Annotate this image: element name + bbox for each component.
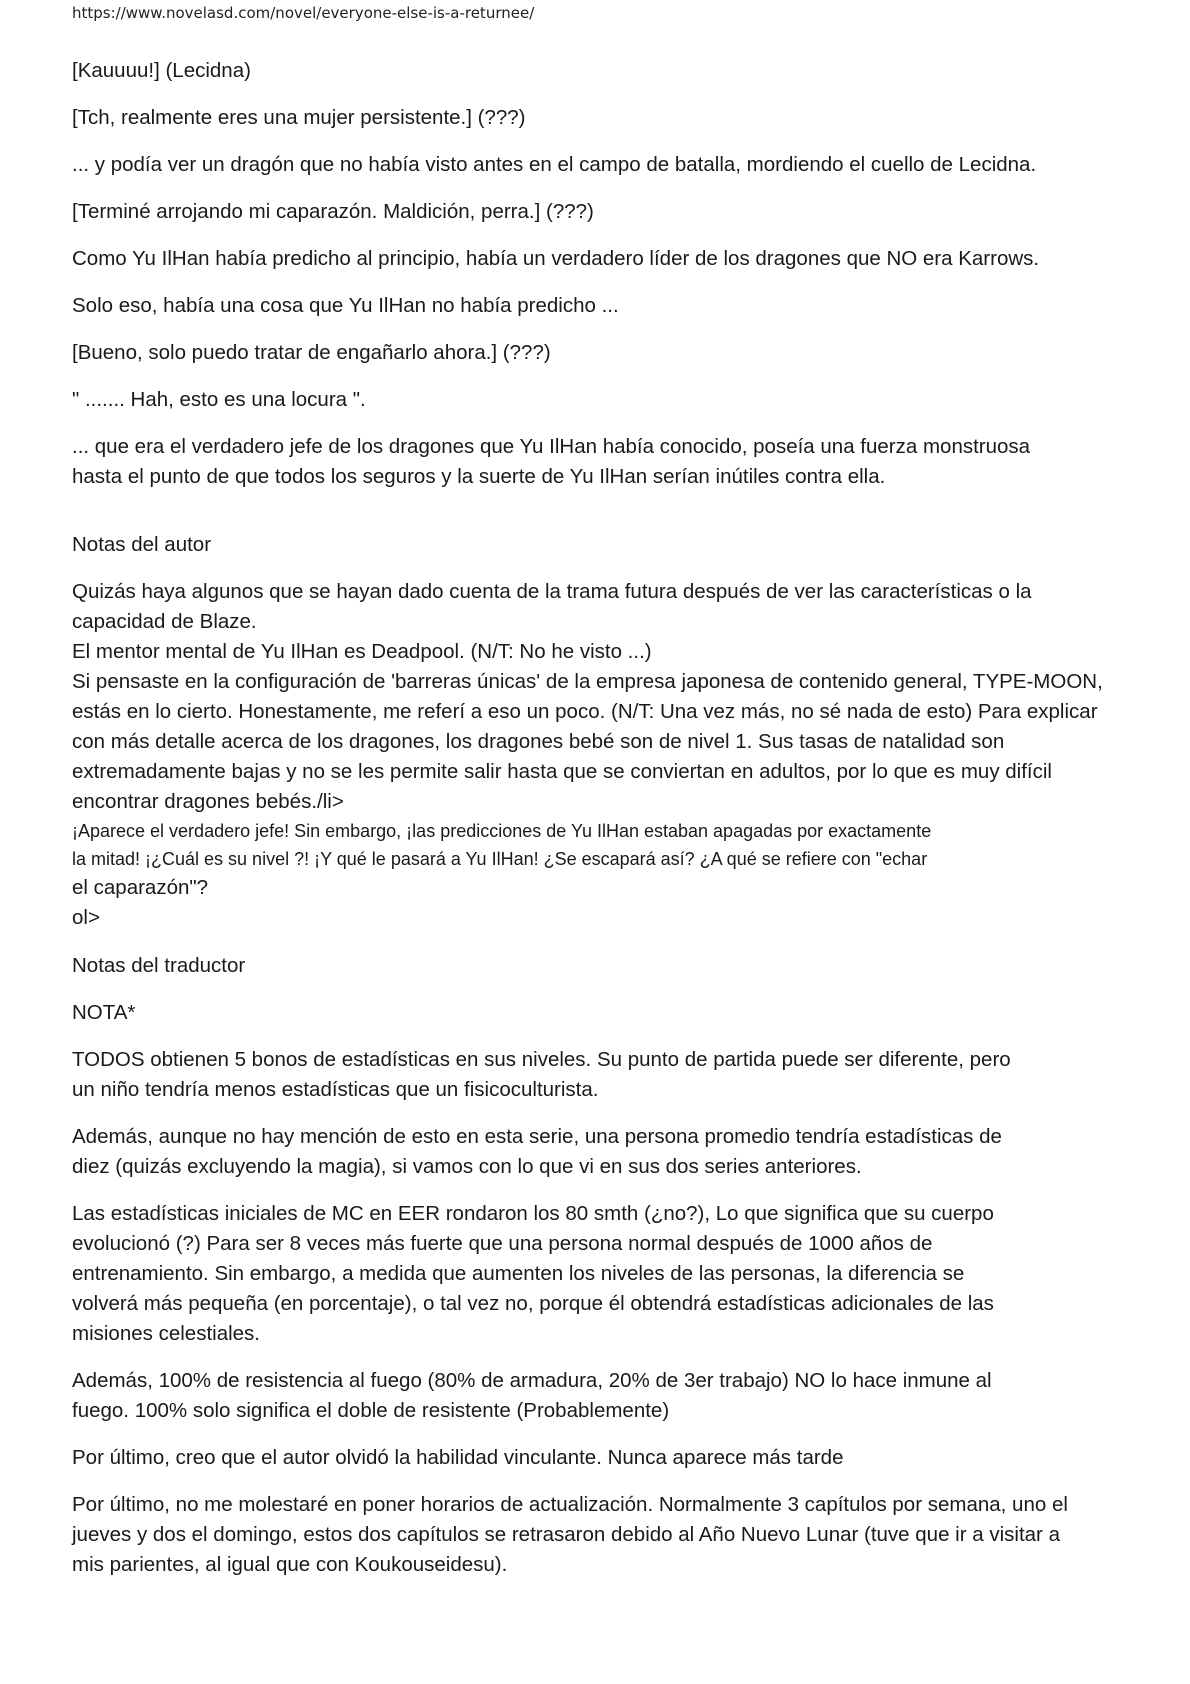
translator-paragraph: TODOS obtienen 5 bonos de estadísticas en sus niveles. Su punto de partida puede ser diferente, pero un niño tendría menos estadísticas que un fisicoculturista. bbox=[72, 1048, 1011, 1101]
author-note-line: Si pensaste en la configuración de 'barreras únicas' de la empresa japonesa de contenido general, TYPE-MOON, estás en lo cierto. Honestamente, me referí a eso un poco. (N/T: Una vez más, no sé nada de esto) Para explicar con más detalle acerca de los dragones, los dragones bebé son de nivel 1. Sus tasas de natalidad son extremadamente bajas y no se les permite salir hasta que se conviertan en adultos, por lo que es muy difícil encontrar dragones bebés./li> bbox=[72, 670, 1103, 813]
story-line: [Kauuuu!] (Lecidna) bbox=[72, 59, 251, 82]
story-line: ... y podía ver un dragón que no había visto antes en el campo de batalla, mordiendo el cuello de Lecidna. bbox=[72, 153, 1037, 176]
translator-paragraph: Además, 100% de resistencia al fuego (80% de armadura, 20% de 3er trabajo) NO lo hace inmune al fuego. 100% solo significa el doble de resistente (Probablemente) bbox=[72, 1369, 992, 1422]
story-line: " ....... Hah, esto es una locura ". bbox=[72, 388, 366, 411]
translator-nota-label: NOTA* bbox=[72, 1001, 136, 1024]
page-url: https://www.novelasd.com/novel/everyone-else-is-a-returnee/ bbox=[72, 4, 535, 22]
story-line: [Bueno, solo puedo tratar de engañarlo ahora.] (???) bbox=[72, 341, 551, 364]
story-line: Solo eso, había una cosa que Yu IlHan no había predicho ... bbox=[72, 294, 619, 317]
story-line: [Tch, realmente eres una mujer persistente.] (???) bbox=[72, 106, 526, 129]
story-line: Como Yu IlHan había predicho al principio, había un verdadero líder de los dragones que NO era Karrows. bbox=[72, 247, 1040, 270]
author-note-small-line: ¡Aparece el verdadero jefe! Sin embargo, ¡las predicciones de Yu IlHan estaban apagadas por exactamente bbox=[72, 821, 932, 841]
author-note-line: Quizás haya algunos que se hayan dado cuenta de la trama futura después de ver las características o la capacidad de Blaze. bbox=[72, 580, 1032, 633]
author-notes-heading: Notas del autor bbox=[72, 533, 212, 556]
author-note-line-end: el caparazón"? bbox=[72, 876, 209, 899]
author-note-ol-tag: ol> bbox=[72, 906, 100, 929]
translator-paragraph: Además, aunque no hay mención de esto en esta serie, una persona promedio tendría estadísticas de diez (quizás excluyendo la magia), si vamos con lo que vi en sus dos series anteriores. bbox=[72, 1125, 1002, 1178]
translator-notes-heading: Notas del traductor bbox=[72, 954, 246, 977]
story-line: [Terminé arrojando mi caparazón. Maldición, perra.] (???) bbox=[72, 200, 594, 223]
story-paragraph: ... que era el verdadero jefe de los dragones que Yu IlHan había conocido, poseía una fuerza monstruosa hasta el punto de que todos los seguros y la suerte de Yu IlHan serían inútiles contra ella. bbox=[72, 435, 1031, 488]
author-note-line: El mentor mental de Yu IlHan es Deadpool. (N/T: No he visto ...) bbox=[72, 640, 652, 663]
translator-paragraph: Por último, creo que el autor olvidó la habilidad vinculante. Nunca aparece más tarde bbox=[72, 1446, 844, 1469]
translator-paragraph: Las estadísticas iniciales de MC en EER rondaron los 80 smth (¿no?), Lo que significa que su cuerpo evolucionó (?) Para ser 8 veces más fuerte que una persona normal después de 1000 años de entrenamiento. Sin embargo, a medida que aumenten los niveles de las personas, la diferencia se volverá más pequeña (en porcentaje), o tal vez no, porque él obtendrá estadísticas adicionales de las misiones celestiales. bbox=[72, 1202, 994, 1345]
document-body bbox=[72, 56, 1132, 1580]
translator-paragraph: Por último, no me molestaré en poner horarios de actualización. Normalmente 3 capítulos por semana, uno el jueves y dos el domingo, estos dos capítulos se retrasaron debido al Año Nuevo Lunar (tuve que ir a visitar a mis parientes, al igual que con Koukouseidesu). bbox=[72, 1493, 1068, 1576]
author-note-small-line: la mitad! ¡¿Cuál es su nivel ?! ¡Y qué le pasará a Yu IlHan! ¿Se escapará así? ¿A qué se refiere con "echar bbox=[72, 849, 928, 869]
